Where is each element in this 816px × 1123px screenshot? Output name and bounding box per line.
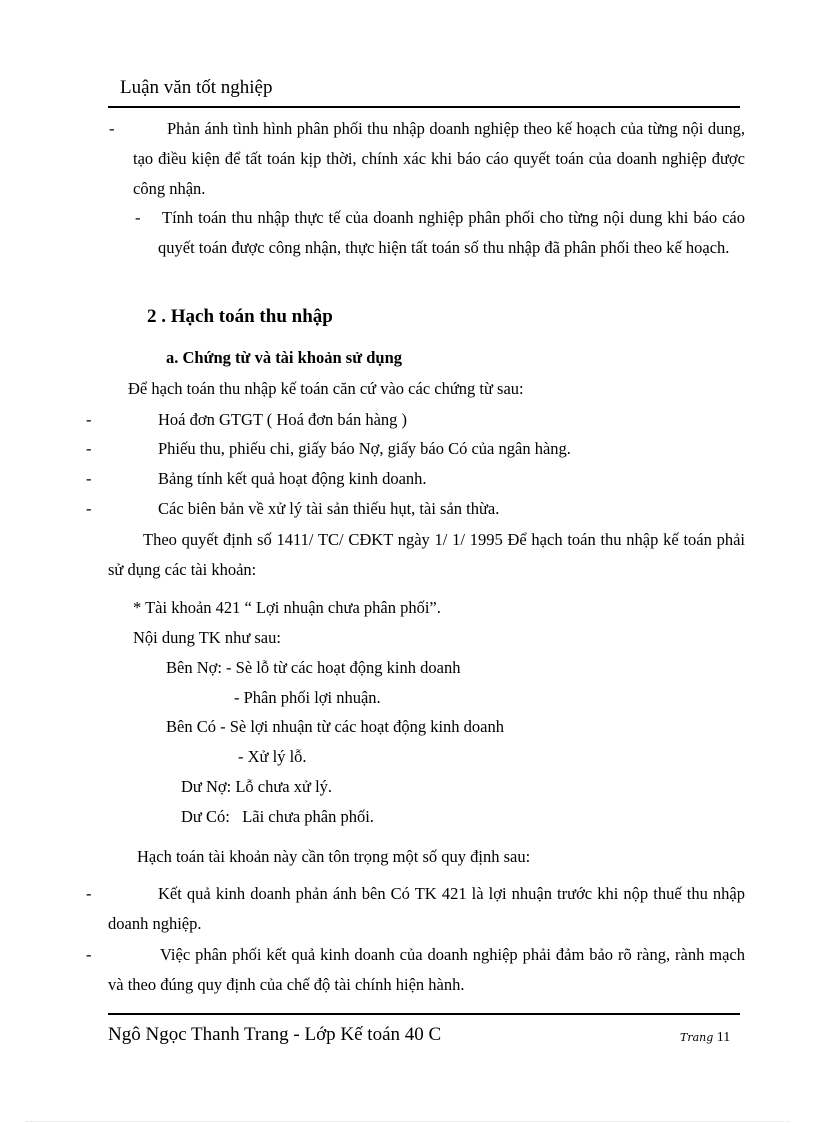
content-label: Nội dung TK như sau: xyxy=(133,628,281,647)
bullet-dash: - xyxy=(109,119,115,138)
credit-line-2: - Xử lý lỗ. xyxy=(238,747,307,766)
account-line: * Tài khoản 421 “ Lợi nhuận chưa phân phối”. xyxy=(133,598,441,617)
balance-debit: Dư Nợ: Lỗ chưa xử lý. xyxy=(181,777,333,796)
list-item-dash: - xyxy=(86,469,92,488)
header-rule xyxy=(108,106,740,108)
credit-line-1: Bên Có - Sè lợi nhuận từ các hoạt động kinh doanh xyxy=(166,717,504,736)
list-item: Phiếu thu, phiếu chi, giấy báo Nợ, giấy báo Có của ngân hàng. xyxy=(158,439,571,458)
footer-rule xyxy=(108,1013,740,1015)
page-label: Trang xyxy=(680,1031,714,1044)
page-number: 11 xyxy=(716,1030,731,1045)
page-bottom-dotted-line xyxy=(26,1121,790,1122)
rule-dash: - xyxy=(86,945,92,964)
footer-page xyxy=(680,1027,730,1049)
rules-intro: Hạch toán tài khoản này cần tôn trọng một số quy định sau: xyxy=(137,847,531,866)
footer-author: Ngô Ngọc Thanh Trang - Lớp Kế toán 40 C xyxy=(108,1024,442,1045)
bullet-paragraph-1: Phản ánh tình hình phân phối thu nhập doanh nghiệp theo kế hoạch của từng nội dung, tạo điều kiện để tất toán kịp thời, chính xác khi báo cáo quyết toán của doanh nghiệp được công nhận. xyxy=(133,119,745,198)
rule-paragraph-1: Kết quả kinh doanh phản ánh bên Có TK 421 là lợi nhuận trước khi nộp thuế thu nhập doanh nghiệp. xyxy=(108,884,745,933)
rule-dash: - xyxy=(86,884,92,903)
decision-paragraph: Theo quyết định số 1411/ TC/ CĐKT ngày 1/ 1/ 1995 Để hạch toán thu nhập kế toán phải sử dụng các tài khoản: xyxy=(108,530,745,579)
list-item: Bảng tính kết quả hoạt động kinh doanh. xyxy=(158,469,427,488)
list-item-dash: - xyxy=(86,499,92,518)
list-item: Hoá đơn GTGT ( Hoá đơn bán hàng ) xyxy=(158,410,408,429)
list-item-dash: - xyxy=(86,439,92,458)
balance-credit: Dư Có: Lãi chưa phân phối. xyxy=(181,807,374,826)
debit-line-2: - Phân phối lợi nhuận. xyxy=(234,688,381,707)
rule-paragraph-2: Việc phân phối kết quả kinh doanh của doanh nghiệp phải đảm bảo rõ ràng, rành mạch và theo đúng quy định của chế độ tài chính hiện hành. xyxy=(108,945,745,994)
page-header-title: Luận văn tốt nghiệp xyxy=(120,77,273,98)
bullet-paragraph-2: Tính toán thu nhập thực tế của doanh nghiệp phân phối cho từng nội dung khi báo cáo quyết toán được công nhận, thực hiện tất toán số thu nhập đã phân phối theo kế hoạch. xyxy=(158,208,745,257)
list-item: Các biên bản về xử lý tài sản thiếu hụt, tài sản thừa. xyxy=(158,499,500,518)
section-heading: 2 . Hạch toán thu nhập xyxy=(147,306,333,327)
bullet-dash: - xyxy=(135,208,141,227)
debit-line-1: Bên Nợ: - Sè lỗ từ các hoạt động kinh doanh xyxy=(166,658,461,677)
sub-heading: a. Chứng từ và tài khoản sử dụng xyxy=(166,348,403,367)
list-item-dash: - xyxy=(86,410,92,429)
intro-line: Để hạch toán thu nhập kế toán căn cứ vào các chứng từ sau: xyxy=(128,379,524,398)
